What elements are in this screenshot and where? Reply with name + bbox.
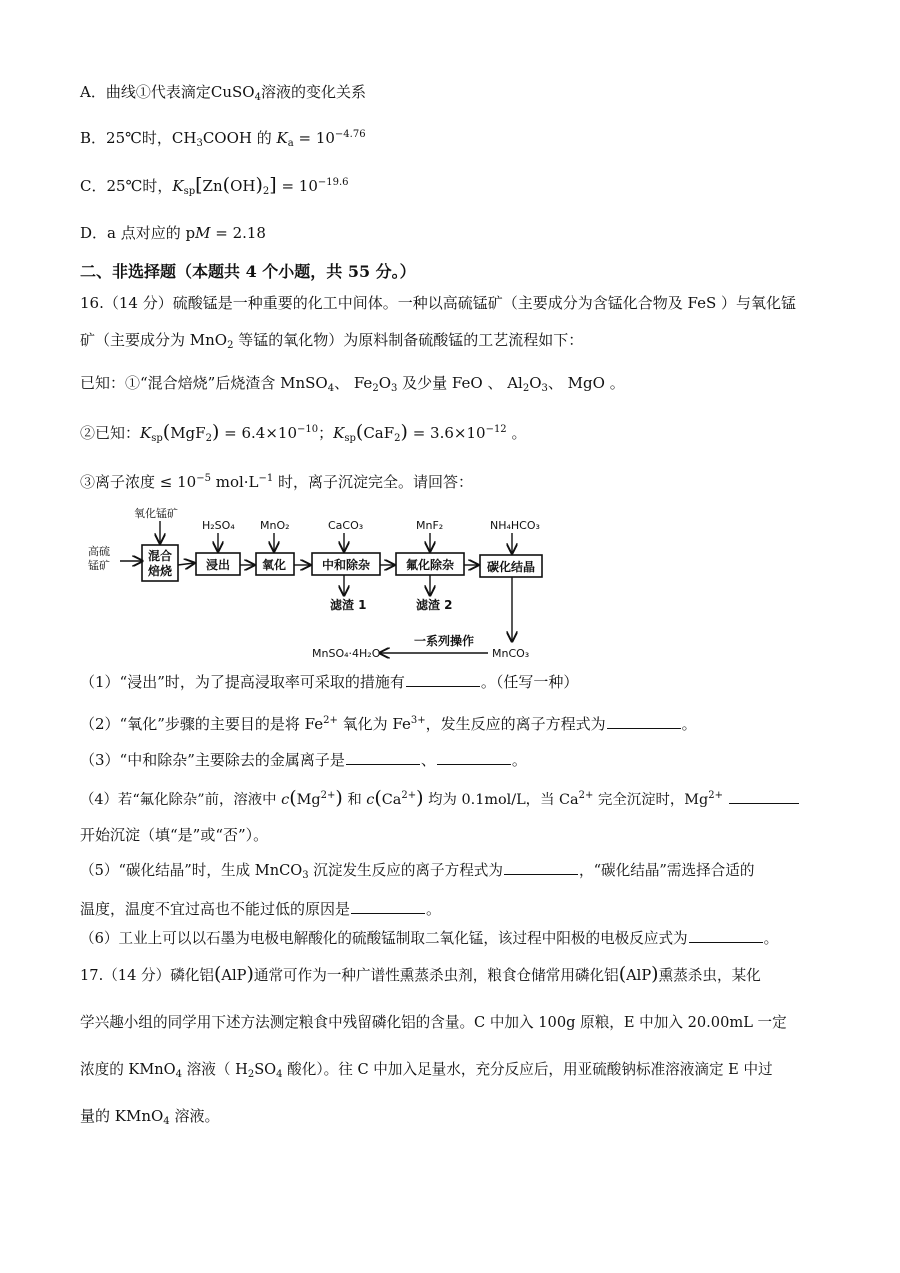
text: 。 [763,930,779,947]
operations-label: 一系列操作 [414,634,475,648]
box1-label-b: 焙烧 [148,564,173,578]
text: 矿（主要成分为 MnO [80,331,228,349]
exponent: −1 [258,473,274,484]
m-symbol: M [195,224,211,242]
q16-part5 [80,860,754,881]
residue-1-label: 滤渣 1 [330,598,367,612]
text: 、 MgO 。 [547,374,625,392]
neut-input-label: CaCO₃ [328,519,364,532]
exponent: −12 [485,424,507,435]
subscript: 4 [163,1116,170,1127]
text: ③离子浓度 ≤ 10 [80,473,197,491]
k-symbol: K [333,424,345,442]
text: = 10 [293,129,335,147]
text: 。 [506,424,527,442]
answer-blank[interactable] [729,789,799,804]
mnco3-label: MnCO₃ [492,647,530,660]
text: SO [254,1061,277,1078]
text: 的 [251,129,277,147]
answer-blank[interactable] [346,750,420,765]
q16-part4-line2: 开始沉淀（填“是”或“否”）。 [80,826,269,844]
value: = 6.4×10 [219,424,297,442]
subscript: 2 [227,340,234,351]
exponent: −19.6 [317,177,349,188]
option-a-tail: 溶液的变化关系 [260,83,366,101]
subscript: 3 [391,383,398,394]
process-flowchart [84,505,544,665]
text: ②已知： [80,424,141,442]
option-a [80,82,366,102]
text: 浓度的 KMnO [80,1061,176,1078]
k-symbol: K [172,177,184,195]
box1-label-a: 混合 [148,549,173,563]
subscript: 3 [196,138,203,149]
text: 熏蒸杀虫，某化 [658,967,761,984]
text: ； [318,424,334,442]
subscript: 4 [175,1069,183,1080]
subscript: a [287,138,294,149]
subscript: 4 [276,1069,283,1080]
q16-part5-line2 [80,899,441,919]
q17-line1: 17.（14 分）磷化铝(AlP)通常可作为一种广谱性熏蒸杀虫剂，粮食仓储常用磷化铝(AlP)熏蒸杀虫，某化 [80,963,761,985]
subscript: 4 [327,383,335,394]
text: 17.（14 分）磷化铝 [80,967,214,984]
text: 完全沉淀时，Mg [593,792,709,808]
text: （5）“碳化结晶”时，生成 MnCO [80,862,303,879]
ox-input-label: MnO₂ [260,519,290,532]
text: 、 [420,751,436,769]
answer-blank[interactable] [689,928,763,943]
known-1 [80,373,625,393]
text: = 10 [276,177,318,195]
product-label: MnSO₄·4H₂O [312,647,381,660]
formula: MgF [170,424,206,442]
text: 和 [342,792,367,808]
subscript: 4 [254,92,261,103]
residue-2-label: 滤渣 2 [416,598,453,612]
option-d [80,223,266,243]
exponent: 2+ [323,715,338,726]
formula: Zn [202,177,223,195]
text: 氧化为 Fe [337,715,411,733]
text: 等锰的氧化物）为原料制备硫酸锰的工艺流程如下： [233,331,584,349]
text: 溶液。 [169,1107,220,1125]
exponent: 2+ [578,790,594,801]
text: ，“碳化结晶”需选择合适的 [579,862,755,879]
option-c: C．25℃时，$K_{sp}[Zn(OH)_2] = 10^{-19.6}$ [80,174,349,197]
answer-blank[interactable] [607,714,681,729]
exponent: 2+ [401,790,417,801]
text: 均为 0.1mol/L，当 Ca [423,792,579,808]
text: 。（任写一种） [480,673,579,691]
formula: CaF [363,424,395,442]
box6-label: 碳化结晶 [487,560,536,574]
q16-part6 [80,928,778,949]
formula: CuSO [210,83,255,101]
text: 时，离子沉淀完全。请回答： [273,473,474,491]
subscript: 2 [522,383,530,394]
fl-input-label: MnF₂ [416,519,444,532]
text: （6）工业上可以以石墨为电极电解酸化的硫酸锰制取二氧化锰，该过程中阳极的电极反应式为 [80,930,688,947]
q17-line4 [80,1106,219,1126]
subscript: sp [151,433,163,444]
leach-input-label: H₂SO₄ [202,519,235,532]
value: = 3.6×10 [407,424,486,442]
subscript: 2 [394,433,401,444]
q16-part4: （4）若“氟化除杂”前，溶液中 $c(Mg^{2+})$ 和 $c(Ca^{2+})$ 均为 0.1mol/L，当 $Ca^{2+}$ 完全沉淀时，$Mg^{2+}$ [80,788,800,810]
formula: CH [171,129,197,147]
option-b-label: B．25℃时， [80,129,172,147]
c-symbol: c [366,792,375,808]
subscript: 2 [205,433,212,444]
answer-blank[interactable] [351,899,425,914]
text: 已知：①“混合焙烧”后烧渣含 MnSO [80,374,328,392]
subscript: 3 [302,870,309,881]
text: 。 [426,900,442,918]
q16-intro-line2 [80,330,583,350]
text: 沉淀发生反应的离子方程式为 [308,862,503,879]
q16-intro-line1: 16.（14 分）硫酸锰是一种重要的化工中间体。一种以高硫锰矿（主要成分为含锰化合物及 FeS ）与氧化锰 [80,294,796,312]
text: （1）“浸出”时，为了提高浸取率可采取的措施有 [80,673,405,691]
subscript: 2 [247,1069,255,1080]
c-symbol: c [281,792,290,808]
text: O [378,374,391,392]
formula: AlP [221,967,247,984]
text: = 2.18 [210,224,266,242]
option-c-label: C．25℃时， [80,177,173,195]
q17-line3 [80,1060,773,1080]
known-2: ②已知：$K_{sp}(MgF_2) = 6.4\times 10^{-10}$；$K_{sp}(CaF_2) = 3.6\times 10^{-12}$ 。 [80,421,527,444]
q16-part3 [80,750,527,770]
option-b [80,128,366,148]
q16-part1 [80,672,578,692]
k-symbol: K [140,424,152,442]
subscript: 2 [262,186,270,197]
text: （3）“中和除杂”主要除去的金属离子是 [80,751,345,769]
text: （4）若“氟化除杂”前，溶液中 [80,792,282,808]
text: 、 Fe [334,374,373,392]
exponent: −4.76 [334,129,366,140]
subscript: sp [183,186,196,197]
q17-line2: 学兴趣小组的同学用下述方法测定粮食中残留磷化铝的含量。C 中加入 100g 原粮，E 中加入 20.00mL 一定 [80,1014,787,1031]
text: 量的 KMnO [80,1107,164,1125]
text: （2）“氧化”步骤的主要目的是将 Fe [80,715,324,733]
text: 。 [511,751,527,769]
formula: Ca [381,792,402,808]
option-a-label: A．曲线①代表滴定 [80,83,211,101]
q16-part2 [80,714,697,734]
exponent: 2+ [708,790,724,801]
formula: Mg [296,792,321,808]
section-title: 二、非选择题（本题共 4 个小题，共 55 分。） [80,262,416,281]
text: O [529,374,542,392]
carb-input-label: NH₄HCO₃ [490,519,540,532]
box4-label: 中和除杂 [322,558,371,572]
text: 溶液（ H [182,1061,248,1078]
subscript: 3 [541,383,548,394]
text: mol·L [210,473,259,491]
text: ，发生反应的离子方程式为 [425,715,606,733]
mix-input-label: 氧化锰矿 [134,507,178,520]
exponent: −10 [297,424,319,435]
box3-label: 氧化 [262,558,287,572]
subscript: 2 [372,383,379,394]
exponent: 3+ [410,715,426,726]
option-d-label: D．a 点对应的 p [80,224,196,242]
box2-label: 浸出 [206,558,231,572]
known-3 [80,472,473,492]
formula: AlP [626,967,652,984]
raw-ore-label-2: 锰矿 [88,559,110,572]
text: 。 [681,715,697,733]
text: 及少量 FeO 、 Al [397,374,523,392]
arrow [178,563,194,565]
text: 通常可作为一种广谱性熏蒸杀虫剂，粮食仓储常用磷化铝 [253,967,619,984]
text: 酸化）。往 C 中加入足量水，充分反应后，用亚硫酸钠标准溶液滴定 E 中过 [282,1061,773,1078]
raw-ore-label-1: 高硫 [88,545,110,558]
exponent: 2+ [320,790,336,801]
formula: OH [230,177,256,195]
answer-blank[interactable] [437,750,511,765]
answer-blank[interactable] [406,672,480,687]
text: 温度，温度不宜过高也不能过低的原因是 [80,900,351,918]
answer-blank[interactable] [504,860,578,875]
k-symbol: K [276,129,288,147]
exponent: −5 [196,473,211,484]
formula: COOH [202,129,252,147]
box5-label: 氟化除杂 [406,558,455,572]
subscript: sp [344,433,356,444]
